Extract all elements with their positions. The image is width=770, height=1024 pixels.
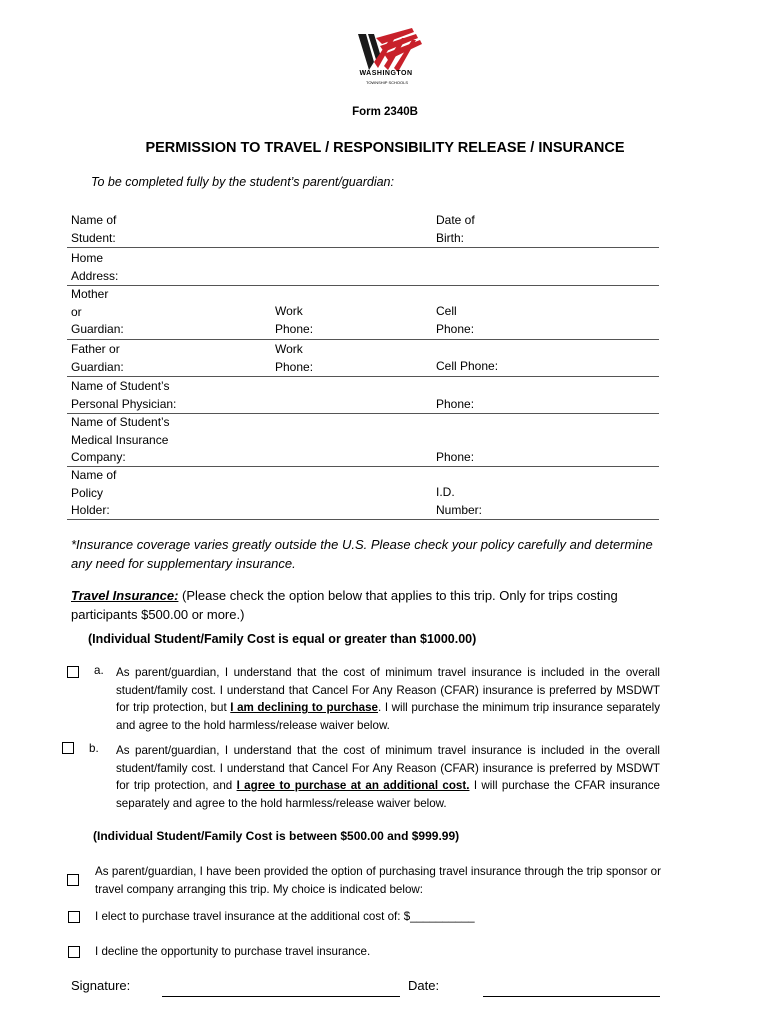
- logo-org-sub: TOWNSHIP SCHOOLS: [365, 80, 409, 85]
- page-title: PERMISSION TO TRAVEL / RESPONSIBILITY RELEASE / INSURANCE: [145, 140, 625, 156]
- row-divider: [67, 376, 659, 377]
- signature-label: Signature:: [71, 978, 131, 993]
- physician-label: Name of Student’s Personal Physician:: [71, 379, 177, 411]
- mother-work-phone-label: Work Phone:: [275, 304, 314, 336]
- father-cell-phone-label: Cell Phone:: [436, 359, 499, 373]
- father-label: Father or Guardian:: [71, 342, 124, 374]
- form-number: Form 2340B: [352, 106, 418, 118]
- option-a-checkbox[interactable]: [67, 666, 79, 678]
- mother-label: Mother or Guardian:: [71, 287, 124, 336]
- policy-holder-label: Name of Policy Holder:: [71, 468, 117, 517]
- section1-header: (Individual Student/Family Cost is equal or greater than $1000.00): [88, 632, 477, 646]
- student-name-label: Name of Student:: [71, 213, 117, 245]
- decline-insurance-text: I decline the opportunity to purchase travel insurance.: [95, 945, 371, 958]
- row-divider: [67, 247, 659, 248]
- home-address-label: Home Address:: [71, 251, 119, 283]
- id-number-label: I.D. Number:: [436, 485, 483, 517]
- section2-intro-checkbox[interactable]: [67, 874, 79, 886]
- option-a-text: As parent/guardian, I understand that the cost of minimum travel insurance is included in the overall student/family cost. I understand that Cancel For Any Reason (CFAR) insurance is preferred by MSDWT for trip protection, but I am declining to purchase. I will purchase the minimum trip insurance separately and agree to the hold harmless/release waiver below.: [116, 666, 660, 732]
- insurance-company-label: Name of Student’s Medical Insurance Company:: [71, 415, 170, 464]
- travel-insurance-intro: Travel Insurance: (Please check the option below that applies to this trip. Only for trips costing participants $500.00 or more.): [71, 588, 618, 622]
- district-logo: [352, 24, 424, 96]
- father-work-phone-label: Work Phone:: [275, 342, 314, 374]
- signature-line[interactable]: [162, 996, 400, 997]
- logo-org-name: WASHINGTON: [359, 70, 413, 77]
- row-divider: [67, 466, 659, 467]
- mother-cell-phone-label: Cell Phone:: [436, 304, 475, 336]
- row-divider: [67, 339, 659, 340]
- option-b-checkbox[interactable]: [62, 742, 74, 754]
- insurance-note: *Insurance coverage varies greatly outside the U.S. Please check your policy carefully and determine any need for supplementary insurance.: [71, 537, 653, 571]
- dob-label: Date of Birth:: [436, 213, 475, 245]
- physician-phone-label: Phone:: [436, 397, 475, 411]
- date-line[interactable]: [483, 996, 660, 997]
- row-divider: [67, 519, 659, 520]
- section2-intro: As parent/guardian, I have been provided the option of purchasing travel insurance through the trip sponsor or travel company arranging this trip. My choice is indicated below:: [95, 865, 661, 896]
- date-label: Date:: [408, 978, 440, 993]
- option-b-letter: b.: [89, 742, 99, 755]
- option-b-text: As parent/guardian, I understand that the cost of minimum travel insurance is included in the overall student/family cost. I understand that Cancel For Any Reason (CFAR) insurance is preferred by MSDWT for trip protection, and I agree to purchase at an additional cost. I will purchase the CFAR insurance separately and agree to the hold harmless/release waiver below.: [116, 744, 660, 810]
- logo-mark-icon: [358, 28, 422, 72]
- instruction: To be completed fully by the student’s parent/guardian:: [91, 175, 394, 189]
- elect-insurance-checkbox[interactable]: [68, 911, 80, 923]
- decline-insurance-checkbox[interactable]: [68, 946, 80, 958]
- section2-header: (Individual Student/Family Cost is between $500.00 and $999.99): [93, 829, 460, 843]
- elect-insurance-text: I elect to purchase travel insurance at the additional cost of: $__________: [95, 910, 475, 923]
- insurance-phone-label: Phone:: [436, 450, 475, 464]
- row-divider: [67, 285, 659, 286]
- option-a-letter: a.: [94, 664, 104, 677]
